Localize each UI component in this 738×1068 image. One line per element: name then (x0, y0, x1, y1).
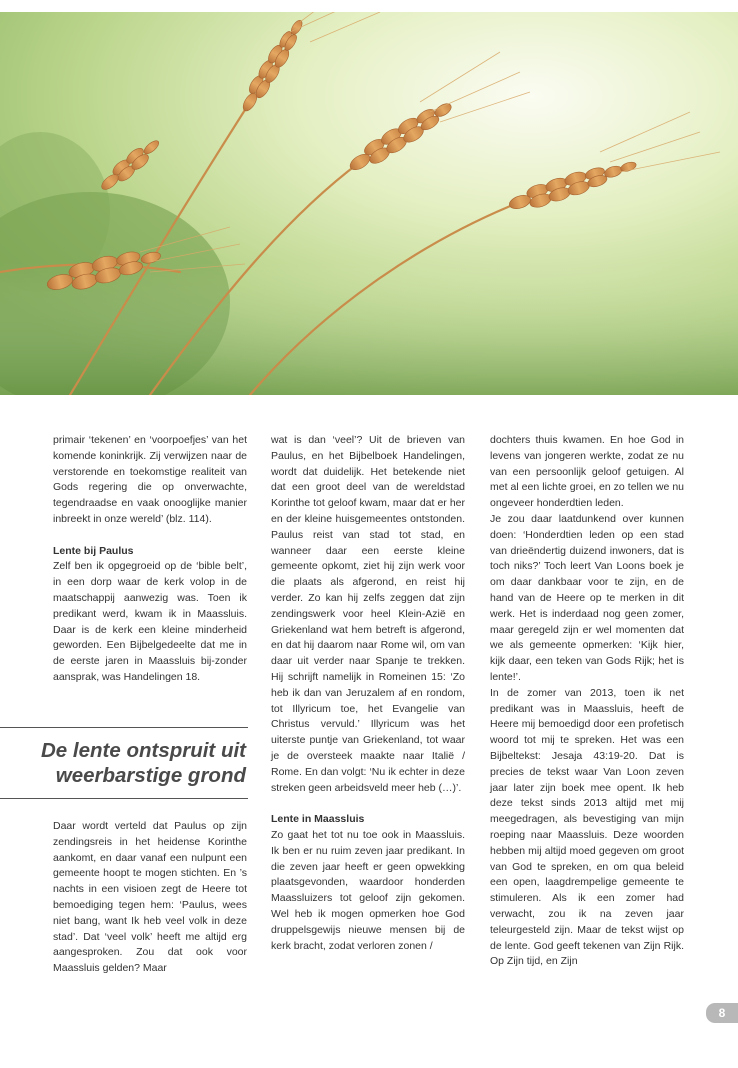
column-3 (490, 433, 684, 970)
page-number: 8 (706, 1003, 738, 1023)
column-1-continued (53, 819, 247, 977)
column-3-body: dochters thuis kwamen. En hoe God in levens van jongeren werkte, zodat ze nu van een persoonlijk geloof getuigen. Al met al een lichte groei, en zo tellen we nu ongeveer honderdtien leden. (490, 434, 684, 510)
column-3-body-2: Je zou daar laatdunkend over kunnen doen: ‘Honderdtien leden op een stad van drieëndertig duizend inwoners, dat is toch niks?’ Toch leert Van Loons boek je om daar dankbaar voor te zijn, en de hand van de Heere op te merken in dit werk. Het is inderdaad nog geen zomer, maar geregeld zijn er wel momenten dat we als gemeente opmerken: ‘Kijk hier, kijk daar, een teken van Gods Rijk; het is lente!’. (490, 512, 684, 683)
pull-quote-text: De lente ontspruit uit weerbarstige grond (41, 739, 246, 787)
column-1-after-quote: Daar wordt verteld dat Paulus op zijn zendingsreis in het heidense Korinthe aankomt, en daar vanaf een nulpunt een gemeente hoopt te mogen stichten. En ’s nachts in een visioen zegt de Heere tot bemoediging tegen hem: ‘Paulus, wees niet bang, want Ik heb veel volk in deze stad’. Dat ‘veel volk’ heeft me altijd erg aangesproken. Zou dat ook voor Maassluis gelden? Maar (53, 820, 247, 975)
heading-lente-bij-paulus: Lente bij Paulus (53, 544, 134, 557)
heading-lente-in-maassluis: Lente in Maassluis (271, 813, 365, 826)
column-2 (271, 433, 465, 954)
column-2-body: wat is dan ‘veel’? Uit de brieven van Paulus, en het Bijbelboek Handelingen, wordt dat duidelijk. Het betekende niet dat een groot deel van de wereldstad Korinthe tot geloof kwam, maar dat er her en der kleine huisgemeentes ontstonden. Paulus reist van stad tot stad, en wanneer daar een eerste kleine gemeente opkomt, ziet hij zijn werk voor die plaats als afgerond, en reist hij verder. Zo kan hij zelfs zeggen dat zijn zendingswerk voor heel Klein-Azië en Griekenland wat hem betreft is afgerond, en dat hij daarom naar Rome wil, om van daar uit verder naar Spanje te trekken. Hij schrijft namelijk in Romeinen 15: ‘Zo heb ik dan van Jeruzalem af en rondom, tot Illyricum toe, het Evangelie van Christus vervuld.’ Illyricum was het uiterste puntje van Griekenland, tot waar je de oversteek maakte naar Italië / Rome. En dan volgt: ‘Nu ik echter in deze streken geen arbeidsveld meer heb (…)’. (271, 434, 465, 794)
pull-quote (0, 727, 248, 799)
column-1-intro: primair ‘tekenen’ en ‘voorpoefjes’ van het komende koninkrijk. Zij verwijzen naar de verstorende en toekomstige realiteit van Gods regering die op onverwachte, tegendraadse en vaak onooglijke manier inbreekt in onze wereld’ (blz. 114). (53, 434, 247, 525)
column-2-body-2: Zo gaat het tot nu toe ook in Maassluis. Ik ben er nu ruim zeven jaar predikant. In die zeven jaar heeft er geen opwekking plaatsgevonden, waardoor honderden Maassluizers tot geloof zijn gekomen. Wel heb ik mogen opmerken hoe God druppelsgewijs nieuwe mensen bij de kerk bracht, zodat verloren zonen / (271, 828, 465, 952)
column-1 (53, 433, 247, 686)
wheat-photo (0, 12, 738, 395)
column-3-body-3: In de zomer van 2013, toen ik net predikant was in Maassluis, heeft de Heere mij bemoedigd door een profetisch woord tot mij te spreken. Het was een Bijbeltekst: Jesaja 43:19-20. Dat is precies de tekst waar Van Loon zeven jaar later zijn boek mee opent. Ik heb deze tekst sinds 2013 altijd met mij meegedragen, als bevestiging van mijn roeping naar Maassluis. Deze woorden hebben mij altijd moed gegeven om groot van God te spreken, en om qua beleid een open, laagdrempelige gemeente te stimuleren. Als ik een zomer had verwacht, zou ik na zeven jaar teleurgesteld zijn. Maar de tekst wijst op de lente. God geeft tekenen van Zijn Rijk. Op Zijn tijd, en Zijn (490, 686, 684, 968)
column-1-body: Zelf ben ik opgegroeid op de ‘bible belt’, in een dorp waar de kerk volop in de maatschappij aanwezig was. Toen ik predikant werd, kwam ik in Maassluis. Daar is de kerk een kleine minderheid geworden. Een Bijbelgedeelte dat me in de eerste jaren in Maassluis bij-zonder aansprak, was Handelingen 18. (53, 560, 247, 683)
